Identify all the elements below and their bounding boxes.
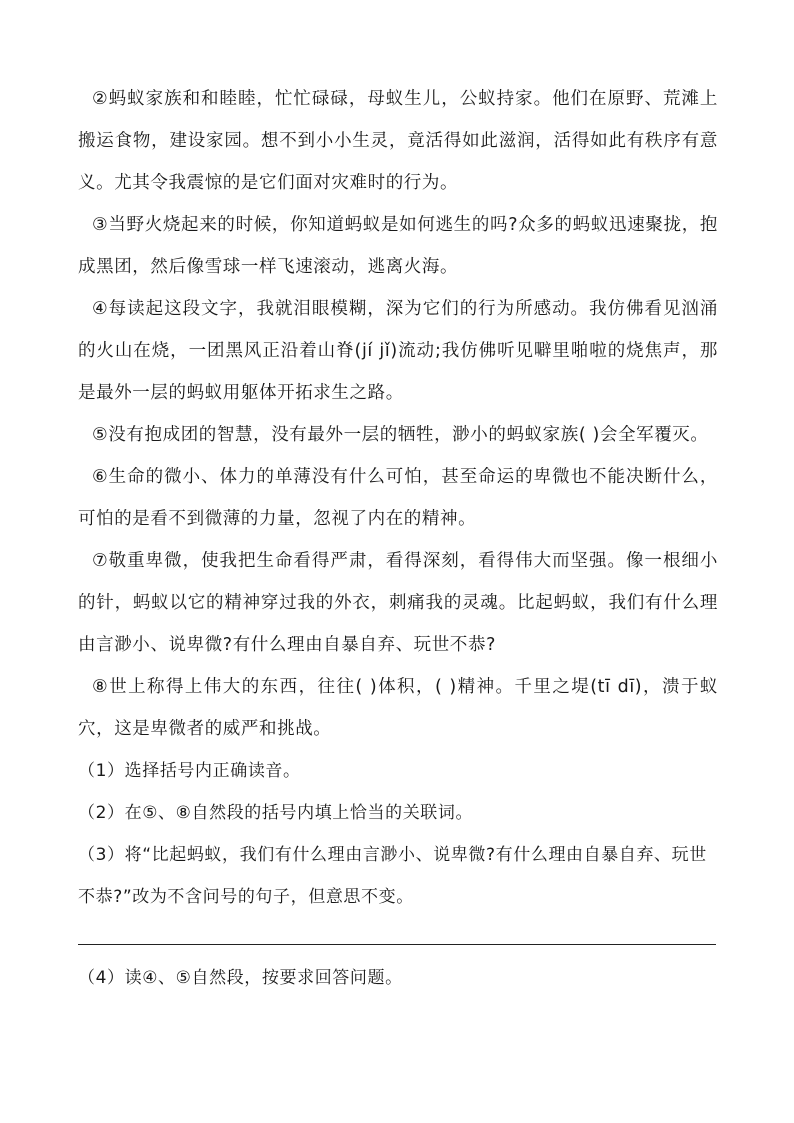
paragraph-7: ⑦敬重卑微，使我把生命看得严肃，看得深刻，看得伟大而坚强。像一根细小的针，蚂蚁以它的精神穿过我的外衣，刺痛我的灵魂。比起蚂蚁，我们有什么理由言渺小、说卑微?有什么理由自暴自弃、玩世不恭? [78,551,718,655]
question-2: （2）在⑤、⑧自然段的括号内填上恰当的关联词。 [78,803,474,823]
question-4: （4）读④、⑤自然段，按要求回答问题。 [78,968,403,988]
question-3: （3）将“比起蚂蚁，我们有什么理由言渺小、说卑微?有什么理由自暴自弃、玩世不恭?”改为不含问号的句子，但意思不变。 [78,845,707,907]
paragraph-3: ③当野火烧起来的时候，你知道蚂蚁是如何逃生的吗?众多的蚂蚁迅速聚拢，抱成黑团，然后像雪球一样飞速滚动，逃离火海。 [78,215,718,277]
paragraph-5: ⑤没有抱成团的智慧，没有最外一层的牺牲，渺小的蚂蚁家族( )会全军覆灭。 [92,425,709,445]
question-1: （1）选择括号内正确读音。 [78,761,301,781]
answer-line[interactable] [78,944,716,945]
paragraph-8: ⑧世上称得上伟大的东西，往往( )体积，( )精神。千里之堤(tī dī)，溃于蚁穴，这是卑微者的威严和挑战。 [78,677,718,739]
document-page [78,78,718,999]
paragraph-6: ⑥生命的微小、体力的单薄没有什么可怕，甚至命运的卑微也不能决断什么，可怕的是看不到微薄的力量，忽视了内在的精神。 [78,467,718,529]
paragraph-4: ④每读起这段文字，我就泪眼模糊，深为它们的行为所感动。我仿佛看见汹涌的火山在烧，一团黑风正沿着山脊(jí jǐ)流动;我仿佛听见噼里啪啦的烧焦声，那是最外一层的蚂蚁用躯体开拓求生之路。 [78,299,718,403]
paragraph-2: ②蚂蚁家族和和睦睦，忙忙碌碌，母蚁生儿，公蚁持家。他们在原野、荒滩上搬运食物，建设家园。想不到小小生灵，竟活得如此滋润，活得如此有秩序有意义。尤其令我震惊的是它们面对灾难时的行为。 [78,89,718,193]
